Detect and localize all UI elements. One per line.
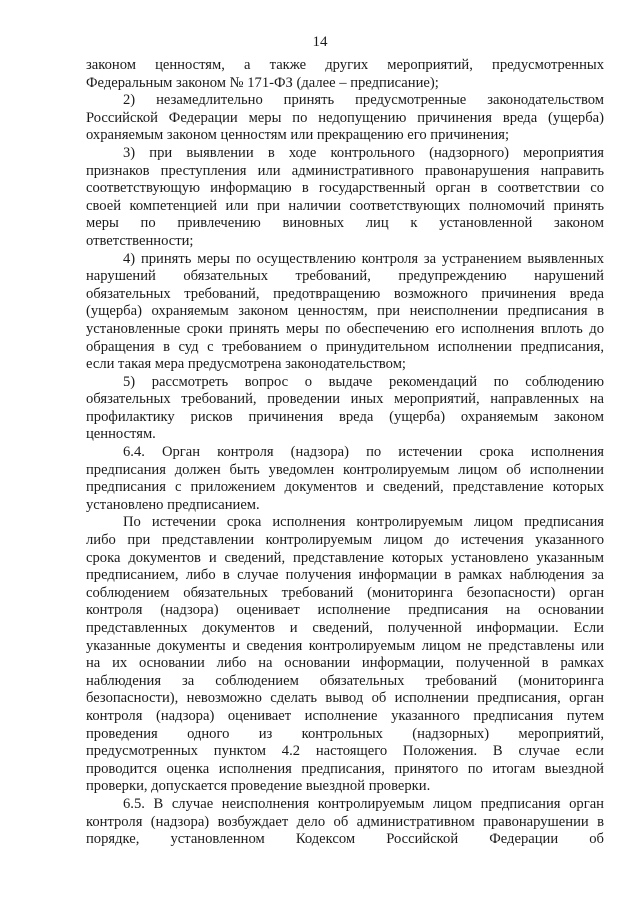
text-line: проверки, допускается проведение выездной проверки. bbox=[86, 778, 431, 795]
text-line: профилактику рисков причинения вреда (ущерба) охраняемым законом bbox=[86, 408, 604, 425]
document-body bbox=[86, 57, 604, 849]
text-line: Российской Федерации меры по недопущению причинения вреда (ущерба) bbox=[86, 109, 604, 126]
text-line: контроля (надзора) оценивает исполнение предписания на основании bbox=[86, 602, 604, 619]
text-line: признаков преступления или административного правонарушения направить bbox=[86, 162, 604, 179]
text-line: охраняемым законом ценностям или прекращению его причинения; bbox=[86, 127, 510, 144]
text-line: 3) при выявлении в ходе контрольного (надзорного) мероприятия bbox=[123, 144, 604, 161]
text-line: контроля (надзора) оценивает исполнение указанного предписания путем bbox=[86, 707, 604, 724]
text-line: 6.4. Орган контроля (надзора) по истечении срока исполнения bbox=[123, 444, 604, 461]
text-line: Федеральным законом № 171-ФЗ (далее – предписание); bbox=[86, 74, 439, 91]
text-line: обязательных требований, предотвращению возможного причинения вреда bbox=[86, 285, 604, 302]
text-line: предписанием, либо в случае получения информации в рамках наблюдения за bbox=[86, 567, 604, 584]
text-line: проведения одного из контрольных (надзорных) мероприятий, bbox=[86, 725, 604, 742]
text-line: 5) рассмотреть вопрос о выдаче рекомендаций по соблюдению bbox=[123, 373, 604, 390]
text-line: соблюдением обязательных требований (мониторинга безопасности) орган bbox=[86, 584, 604, 601]
text-line: ответственности; bbox=[86, 232, 194, 249]
text-line: соответствующую информацию в государственный орган в соответствии со bbox=[86, 180, 604, 197]
text-line: на их основании либо на основании информации, полученной в рамках bbox=[86, 655, 604, 672]
page-number: 14 bbox=[312, 34, 328, 50]
text-line: указанные документы и сведения контролируемым лицом не представлены или bbox=[86, 637, 604, 654]
text-line: обязательных требований, проведении иных мероприятий, направленных на bbox=[86, 391, 604, 408]
text-line: представленных документов и сведений, полученной информации. Если bbox=[86, 620, 604, 636]
text-line: наблюдения за соблюдением обязательных требований (мониторинга bbox=[86, 672, 604, 689]
text-line: своей компетенцией или при наличии соответствующих полномочий принять bbox=[86, 197, 604, 214]
text-line: 4) принять меры по осуществлению контроля за устранением выявленных bbox=[123, 250, 604, 267]
text-line: 6.5. В случае неисполнения контролируемым лицом предписания орган bbox=[123, 795, 604, 812]
text-line: 2) незамедлительно принять предусмотренные законодательством bbox=[123, 92, 604, 109]
text-line: если такая мера предусмотрена законодательством; bbox=[86, 356, 406, 373]
text-line: меры по привлечению виновных лиц к установленной законом bbox=[86, 215, 604, 232]
text-line: установленные сроки принять меры по обеспечению его исполнения вплоть до bbox=[86, 320, 604, 337]
text-line: предписания с приложением документов и сведений, представление которых bbox=[86, 479, 604, 496]
text-line: безопасности), невозможно сделать вывод об исполнении предписания, орган bbox=[86, 690, 604, 707]
text-line: (ущерба) охраняемым законом ценностям, при неисполнении предписания в bbox=[86, 303, 604, 320]
text-line: контроля (надзора) возбуждает дело об административном правонарушении в bbox=[86, 813, 604, 830]
text-line: либо при представлении контролируемым лицом до истечения указанного bbox=[86, 532, 604, 549]
text-line: проводится оценка исполнения предписания, принятого по итогам выездной bbox=[86, 760, 604, 777]
text-line: срока документов и сведений, представление которых установлено указанным bbox=[86, 549, 604, 566]
text-line: ценностям. bbox=[86, 426, 156, 443]
text-line: предусмотренных пунктом 4.2 настоящего Положения. В случае если bbox=[86, 743, 604, 760]
text-line: законом ценностям, а также других мероприятий, предусмотренных bbox=[86, 57, 604, 73]
text-line: По истечении срока исполнения контролируемым лицом предписания bbox=[123, 514, 604, 531]
text-line: нарушений обязательных требований, предупреждению нарушений bbox=[86, 268, 604, 285]
text-line: установлено предписанием. bbox=[86, 496, 260, 513]
text-line: обращения в суд с требованием о принудительном исполнении предписания, bbox=[86, 338, 604, 355]
text-line: порядке, установленном Кодексом Российской Федерации об bbox=[86, 831, 604, 848]
text-line: предписания должен быть уведомлен контролируемым лицом об исполнении bbox=[86, 461, 604, 478]
